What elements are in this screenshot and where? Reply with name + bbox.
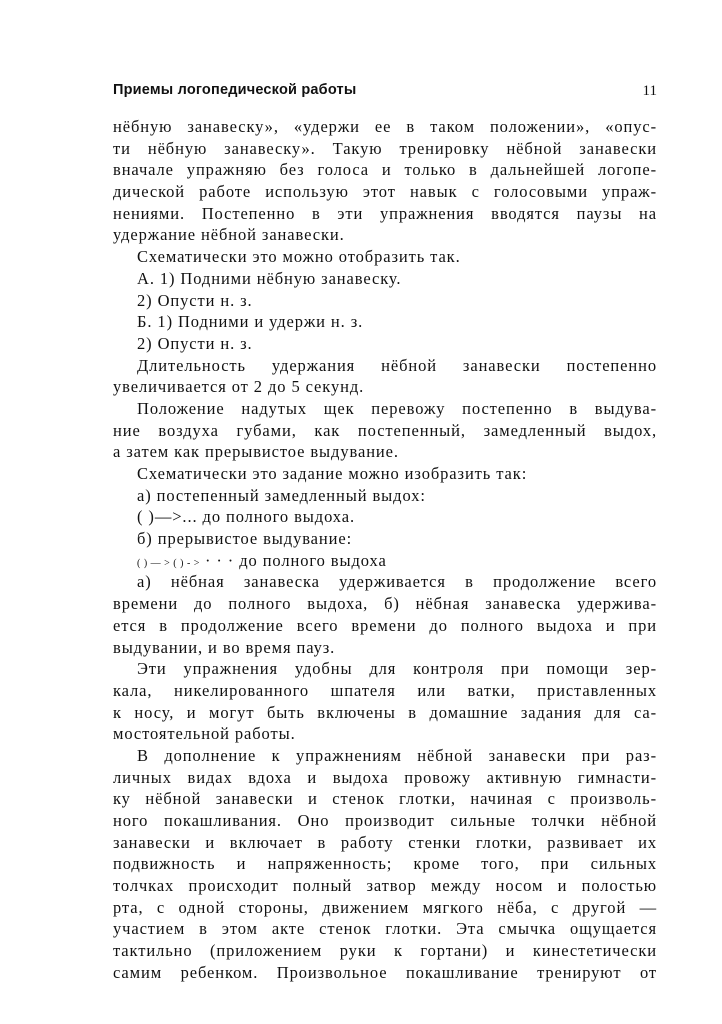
text-line: [113, 550, 657, 572]
text-line: Схематически это можно отобразить так.: [137, 247, 461, 267]
text-line: кала, никелированного шпателя или ватки, приставленных: [113, 680, 657, 700]
text-line: занавески и включает в работу стенки глотки, развивает их: [113, 832, 657, 852]
text-line: В дополнение к упражнениям нёбной занавески при раз-: [137, 745, 657, 765]
text-line: самим ребенком. Произвольное покашливание тренируют от: [113, 962, 657, 982]
text-line: ется в продолжение всего времени до полного выдоха и при: [113, 615, 657, 635]
page-number: 11: [642, 83, 657, 99]
text-line: дической работе использую этот навык с голосовыми упраж-: [113, 182, 657, 202]
text-line: ку нёбной занавески и стенок глотки, начиная с произволь-: [113, 789, 657, 809]
text-line: 2) Опусти н. з.: [137, 290, 253, 310]
running-head: [113, 82, 657, 104]
text-line: Б. 1) Подними и удержи н. з.: [137, 312, 364, 332]
text-line: Эти упражнения удобны для контроля при помощи зер-: [137, 659, 657, 679]
text-line: личных видах вдоха и выдоха провожу активную гимнасти-: [113, 767, 657, 787]
text-line: нёбную занавеску», «удержи ее в таком положении», «опус-: [113, 117, 657, 136]
breath-scheme: ( ) — > ( ) - >: [137, 557, 200, 569]
text-line: Положение надутых щек перевожу постепенно в выдува-: [137, 398, 657, 418]
text-line: к носу, и могут быть включены в домашние задания для са-: [113, 702, 657, 722]
body-text: [113, 116, 657, 984]
text-line: ние воздуха губами, как постепенный, замедленный выдох,: [113, 420, 657, 440]
text-line: ти нёбную занавеску». Такую тренировку нёбной занавески: [113, 138, 657, 158]
text-line: 2) Опусти н. з.: [137, 333, 253, 353]
text-line: выдувании, и во время пауз.: [113, 637, 336, 657]
text-line: мостоятельной работы.: [113, 724, 296, 744]
text-line: б) прерывистое выдувание:: [137, 529, 353, 549]
running-head-title: Приемы логопедической работы: [113, 82, 357, 98]
text-line: а затем как прерывистое выдувание.: [113, 442, 399, 462]
text-line: вначале упражняю без голоса и только в дальнейшей логопе-: [113, 160, 657, 180]
text-line: времени до полного выдоха, б) нёбная занавеска удержива-: [113, 594, 657, 614]
text-line-content: · · · до полного выдоха: [199, 550, 387, 570]
text-line: подвижность и напряженность; кроме того, при сильных: [113, 854, 657, 874]
text-line: тактильно (приложением руки к гортани) и кинестетически: [113, 941, 657, 961]
text-line: Длительность удержания нёбной занавески постепенно: [137, 355, 657, 375]
text-line: нениями. Постепенно в эти упражнения вводятся паузы на: [113, 203, 657, 223]
text-line: Схематически это задание можно изобразить так:: [137, 464, 528, 483]
text-line: а) постепенный замедленный выдох:: [137, 485, 426, 505]
text-line: А. 1) Подними нёбную занавеску.: [137, 268, 402, 288]
text-line: удержание нёбной занавески.: [113, 225, 345, 245]
text-line: участием в этом акте стенок глотки. Эта смычка ощущается: [113, 919, 657, 939]
text-line: увеличивается от 2 до 5 секунд.: [113, 377, 365, 397]
text-line: толчках происходит полный затвор между носом и полостью: [113, 876, 657, 896]
text-line: рта, с одной стороны, движением мягкого нёба, с другой —: [113, 897, 657, 917]
text-line: ного покашливания. Оно производит сильные толчки нёбной: [113, 811, 657, 830]
text-line: а) нёбная занавеска удерживается в продолжение всего: [137, 572, 657, 592]
text-line: ( )—>... до полного выдоха.: [137, 507, 355, 527]
